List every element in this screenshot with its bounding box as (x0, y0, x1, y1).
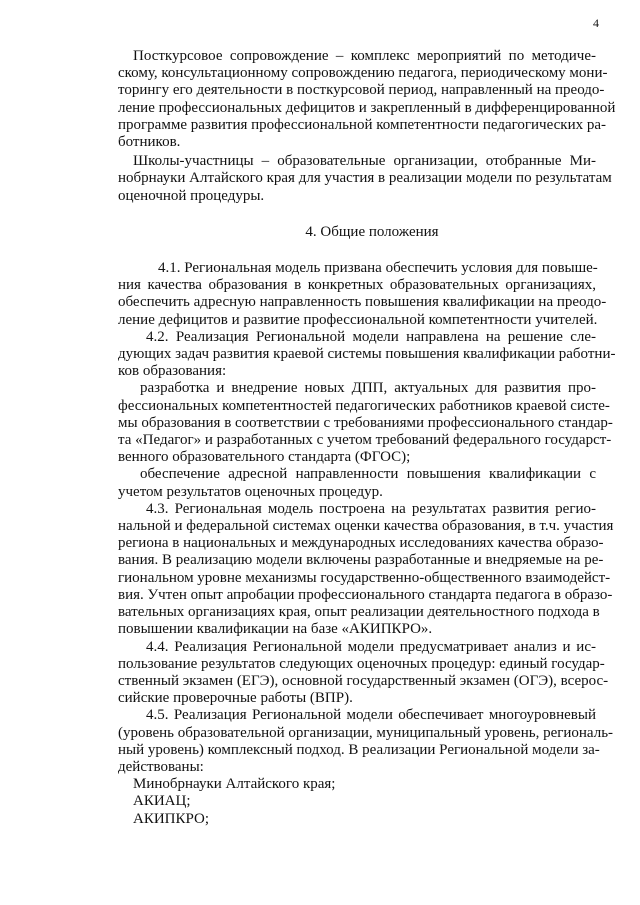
text-line: нальной и федеральной системах оценки качества образования, в т.ч. участия (118, 518, 614, 535)
text-line: дующих задач развития краевой системы повышения квалификации работни- (118, 346, 616, 363)
paragraph-4-4 (118, 638, 609, 708)
text-line: вия. Учтен опыт апробации профессионального стандарта педагога в образо- (118, 586, 613, 603)
text-line: 4.4. Реализация Региональной модели предусматривает анализ и ис- (146, 638, 596, 655)
paragraph-4-2 (118, 328, 616, 381)
text-line: вания. В реализацию модели включены разработанные и внедряемые на ре- (118, 552, 604, 569)
text-line: 4.1. Региональная модель призвана обеспечить условия для повыше- (158, 260, 598, 277)
text-line: ление дефицитов и развитие профессиональной компетентности учителей. (118, 311, 598, 328)
list-item: АКИПКРО; (133, 810, 210, 827)
text-line: обеспечить адресную направленность повышения квалификации на преодо- (118, 294, 607, 311)
text-line: 4.5. Реализация Региональной модели обеспечивает многоуровневый (146, 707, 596, 724)
text-line: оценочной процедуры. (118, 187, 265, 204)
paragraph-4-5 (118, 707, 614, 776)
text-line: разработка и внедрение новых ДПП, актуальных для развития про- (140, 380, 596, 397)
text-line: действованы: (118, 758, 204, 775)
text-line: сийские проверочные работы (ВПР). (118, 690, 353, 707)
paragraph-4-3 (118, 500, 614, 639)
document-body (118, 48, 616, 828)
definition-participant-schools (118, 153, 612, 205)
text-line: вательных организациях края, опыт реализации деятельностного подхода в (118, 604, 600, 621)
text-line: 4.3. Региональная модель построена на результатах развития регио- (146, 500, 596, 517)
text-line: пользование результатов следующих оценочных процедур: единый государ- (118, 655, 605, 672)
text-line: (уровень образовательной организации, муниципальный уровень, региональ- (118, 724, 614, 741)
participants-list (118, 776, 596, 828)
text-line: повышении квалификации на базе «АКИПКРО». (118, 621, 433, 638)
paragraph-4-1 (118, 260, 607, 329)
text-line: обеспечение адресной направленности повышения квалификации с (140, 466, 596, 483)
text-line: 4.2. Реализация Региональной модели направлена на решение сле- (146, 328, 596, 345)
text-line: Посткурсовое сопровождение – комплекс мероприятий по методиче- (133, 48, 596, 64)
text-line: программе развития профессиональной компетентности педагогических ра- (118, 116, 607, 133)
text-line: ков образования: (118, 363, 227, 380)
text-line: ственный экзамен (ЕГЭ), основной государственный экзамен (ОГЭ), всерос- (118, 672, 609, 689)
text-line: Школы-участницы – образовательные организации, отобранные Ми- (133, 153, 596, 170)
text-line: гиональном уровне механизмы государственно-общественного взаимодейст- (118, 569, 611, 586)
text-line: ление профессиональных дефицитов и закрепленный в дифференцированной (118, 99, 616, 116)
text-line: ботников. (118, 134, 181, 151)
definition-post-course-support (118, 48, 616, 151)
paragraph-4-2-item-targeting (118, 466, 596, 500)
text-line: венного образовательного стандарта (ФГОС); (118, 449, 411, 466)
paragraph-4-2-item-dpp (118, 380, 613, 466)
text-line: учетом результатов оценочных процедур. (118, 483, 383, 500)
text-line: та «Педагог» и разработанных с учетом требований федерального государст- (118, 432, 612, 449)
section-heading: 4. Общие положения (305, 223, 439, 240)
page-number: 4 (593, 16, 599, 30)
text-line: региона в национальных и международных исследованиях качества образо- (118, 535, 604, 552)
text-line: торингу его деятельности в посткурсовой период, направленный на преодо- (118, 82, 605, 99)
text-line: ный уровень) комплексный подход. В реализации Региональной модели за- (118, 741, 600, 758)
list-item: Минобрнауки Алтайского края; (133, 776, 336, 793)
text-line: мы образования в соответствии с требованиями профессионального стандар- (118, 414, 613, 431)
list-item: АКИАЦ; (133, 793, 191, 810)
text-line: фессиональных компетентностей педагогических работников краевой систе- (118, 397, 610, 414)
text-line: нобрнауки Алтайского края для участия в реализации модели по результатам (118, 170, 612, 187)
text-line: скому, консультационному сопровождению педагога, периодическому мони- (118, 65, 608, 82)
text-line: ния качества образования в конкретных образовательных организациях, (118, 277, 596, 294)
